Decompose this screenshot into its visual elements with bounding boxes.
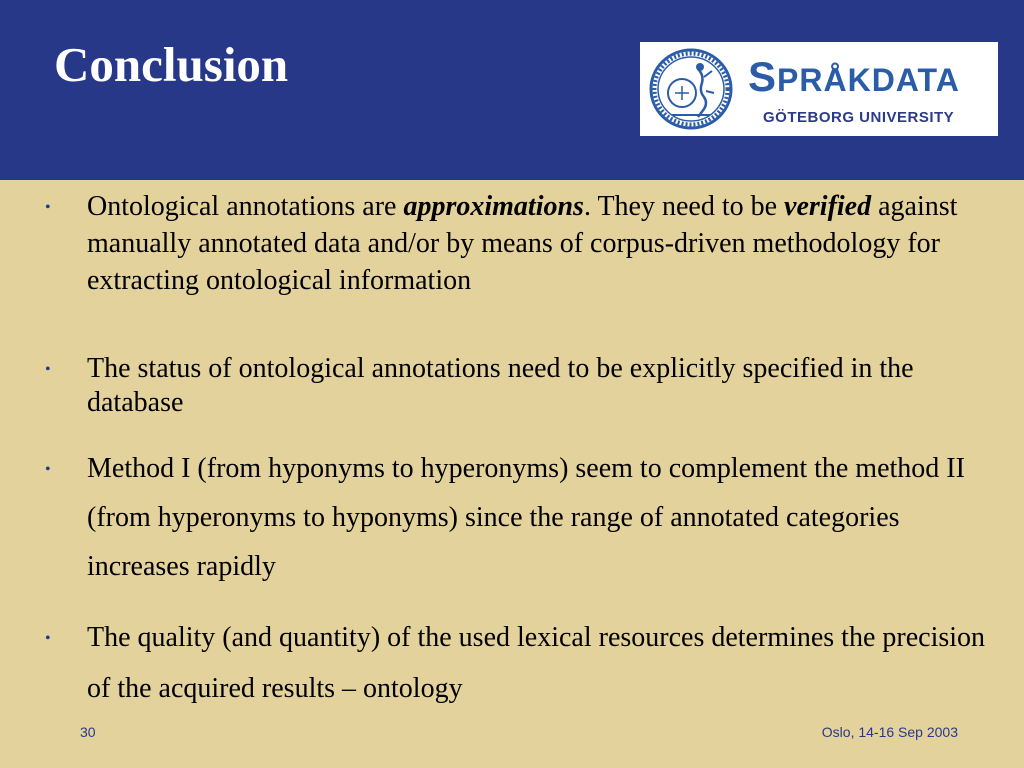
bullet-text: Ontological annotations are bbox=[87, 191, 404, 222]
footer-location-date: Oslo, 14-16 Sep 2003 bbox=[821, 724, 958, 740]
logo-wordmark-initial: S bbox=[748, 53, 778, 100]
university-seal-icon bbox=[648, 47, 734, 131]
bullet-item bbox=[45, 444, 987, 591]
bullet-item bbox=[45, 188, 987, 299]
slide-header bbox=[0, 0, 1024, 180]
bullet-item bbox=[45, 612, 987, 714]
bullet-text: against manually annotated data and/or by means of corpus-driven methodology for extracting ontological information bbox=[87, 191, 958, 296]
bullet-marker-icon: • bbox=[45, 361, 51, 378]
bullet-item bbox=[45, 352, 987, 420]
bullet-marker-icon: • bbox=[45, 461, 51, 478]
logo-university-name: GÖTEBORG UNIVERSITY bbox=[763, 109, 955, 126]
bullet-marker-icon: • bbox=[45, 630, 51, 647]
slide-page-number: 30 bbox=[80, 724, 96, 740]
logo-wordmark-rest: PRÅKDATA bbox=[777, 62, 960, 98]
slide-title: Conclusion bbox=[54, 37, 289, 92]
logo-wordmark bbox=[748, 53, 960, 100]
bullet-text: Method I (from hyponyms to hyperonyms) seem to complement the method II (from hyperonyms to hyponyms) since the range of annotated categories increases rapidly bbox=[87, 453, 965, 582]
emphasis-approximations: approximations bbox=[403, 191, 584, 222]
sprakdata-logo bbox=[640, 42, 998, 136]
bullet-text: The quality (and quantity) of the used lexical resources determines the precision of the acquired results – ontology bbox=[87, 622, 986, 704]
bullet-text: The status of ontological annotations need to be explicitly specified in the database bbox=[87, 353, 914, 418]
bullet-text: . They need to be bbox=[583, 191, 785, 222]
emphasis-verified: verified bbox=[784, 191, 872, 222]
bullet-marker-icon: • bbox=[45, 199, 51, 216]
